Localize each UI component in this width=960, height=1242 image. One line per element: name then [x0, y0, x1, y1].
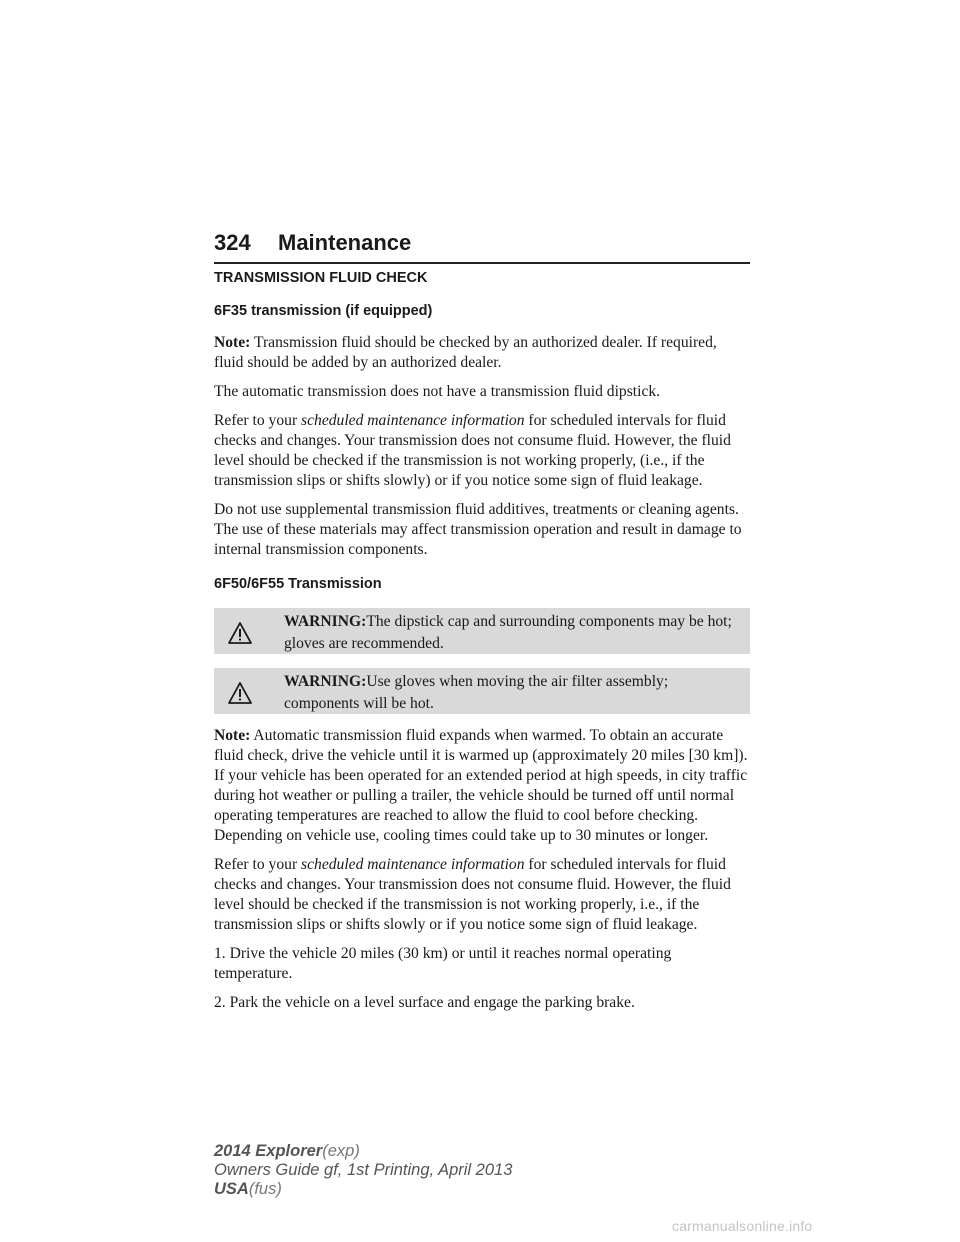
- warning-triangle-icon: [228, 622, 252, 644]
- step-1: 1. Drive the vehicle 20 miles (30 km) or until it reaches normal operating temperature.: [214, 945, 672, 982]
- note-paragraph-1: [214, 333, 750, 373]
- note-text: Automatic transmission fluid expands when warmed. To obtain an accurate fluid check, drive the vehicle until it is warmed up (approximately 20 miles [30 km]). If your vehicle has been operated for an extended period at high speeds, in city traffic during hot weather or pulling a trailer, the vehicle should be turned off until normal operating temperatures are reached to allow the fluid to cool before checking. Depending on vehicle use, cooling times could take up to 30 minutes or longer.: [214, 727, 748, 844]
- section-title: Maintenance: [278, 230, 412, 255]
- document-footer: [214, 1142, 512, 1199]
- footer-line-1: 2014 Explorer(exp): [214, 1142, 360, 1160]
- note-label: Note:: [214, 727, 251, 744]
- subheading-6f50-6f55: 6F50/6F55 Transmission: [214, 576, 382, 592]
- note-label: Note:: [214, 334, 251, 351]
- paragraph-no-additives: Do not use supplemental transmission fluid additives, treatments or cleaning agents. The use of these materials may affect transmission operation and result in damage to internal transmission components.: [214, 501, 742, 558]
- scheduled-maintenance-ref: scheduled maintenance information: [301, 412, 525, 429]
- footer-line-2: Owners Guide gf, 1st Printing, April 2013: [214, 1161, 513, 1179]
- heading-transmission-fluid-check: TRANSMISSION FLUID CHECK: [214, 270, 428, 286]
- paragraph-refer-1: Refer to your scheduled maintenance information for scheduled intervals for fluid checks and changes. Your transmission does not consume fluid. However, the fluid level should be checked if the transmission is not working properly, (i.e., if the transmission slips or shifts slowly) or if you notice some sign of fluid leakage.: [214, 412, 731, 489]
- page-body: [214, 268, 750, 1022]
- warning-box-2: [214, 668, 750, 714]
- note-paragraph-2: [214, 726, 750, 846]
- footer-line-3: USA(fus): [214, 1180, 282, 1198]
- subheading-6f35: 6F35 transmission (if equipped): [214, 303, 433, 319]
- warning-text-2: WARNING:Use gloves when moving the air filter assembly; components will be hot.: [284, 673, 669, 712]
- step-2: 2. Park the vehicle on a level surface and engage the parking brake.: [214, 994, 635, 1011]
- paragraph-refer-2: Refer to your scheduled maintenance information for scheduled intervals for fluid checks and changes. Your transmission does not consume fluid. However, the fluid level should be checked if the transmission is not working properly, i.e., if the transmission slips or shifts slowly or if you notice some sign of fluid leakage.: [214, 856, 731, 933]
- scheduled-maintenance-ref: scheduled maintenance information: [301, 856, 525, 873]
- note-text: Transmission fluid should be checked by an authorized dealer. If required, fluid should be added by an authorized dealer.: [214, 334, 717, 371]
- page-header: [214, 230, 750, 264]
- paragraph-no-dipstick: The automatic transmission does not have a transmission fluid dipstick.: [214, 383, 661, 400]
- page-number: 324: [214, 230, 251, 255]
- watermark: carmanualsonline.info: [672, 1218, 813, 1234]
- warning-box-1: [214, 608, 750, 654]
- warning-triangle-icon: [228, 682, 252, 704]
- warning-text-1: WARNING:The dipstick cap and surrounding components may be hot; gloves are recommended.: [284, 613, 732, 652]
